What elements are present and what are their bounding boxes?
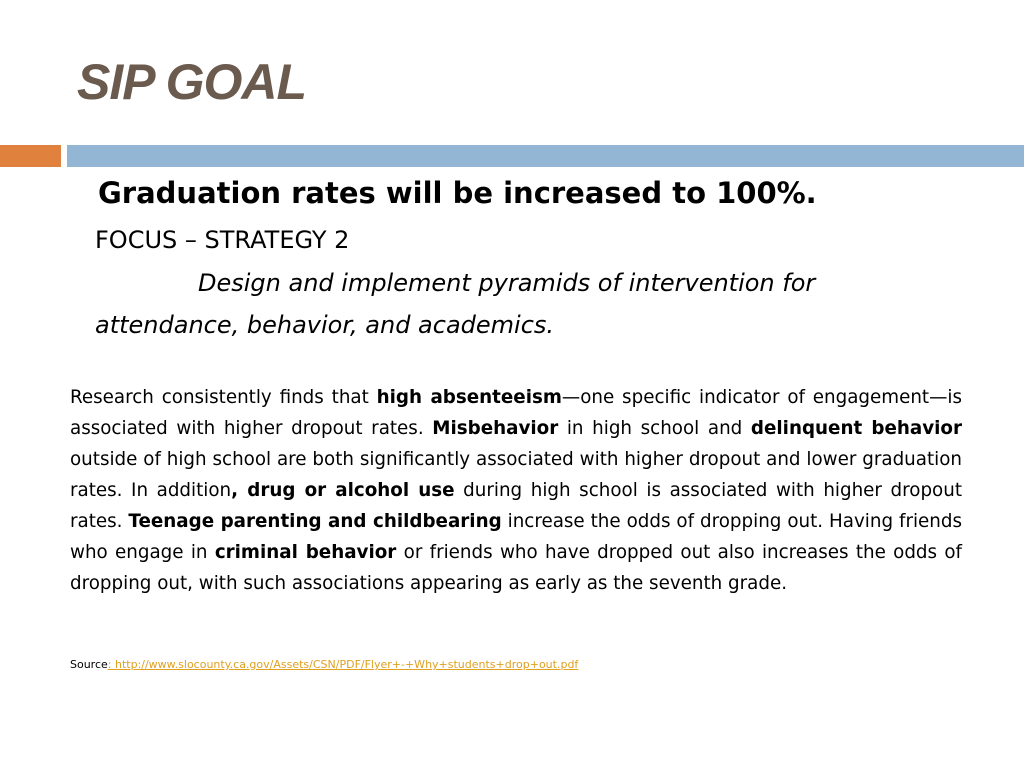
research-text-4: outside of high school are both significantly associated with higher dropout and lower graduation rates. In addition bbox=[70, 449, 962, 501]
strategy-text bbox=[95, 262, 915, 346]
research-text-1: Research consistently finds that bbox=[70, 387, 377, 408]
research-bold-criminal-behavior: criminal behavior bbox=[214, 542, 397, 563]
accent-bar-orange bbox=[0, 145, 61, 167]
strategy-line-2: attendance, behavior, and academics. bbox=[95, 311, 555, 339]
research-text-2: —one specific indicator of engagement—is associated with higher dropout rates. bbox=[70, 387, 962, 439]
research-bold-misbehavior: Misbehavior bbox=[432, 418, 559, 439]
research-text-3: in high school and bbox=[558, 418, 751, 439]
slide-title: SIP GOAL bbox=[77, 54, 307, 110]
research-text-7: or friends who have dropped out also increases the odds of dropping out, with such associations appearing as early as the seventh grade. bbox=[70, 542, 962, 594]
goal-statement: Graduation rates will be increased to 100%. bbox=[98, 176, 817, 210]
research-bold-delinquent-behavior: delinquent behavior bbox=[750, 418, 962, 439]
strategy-line-1: Design and implement pyramids of intervention for bbox=[198, 269, 816, 297]
focus-heading: FOCUS – STRATEGY 2 bbox=[95, 226, 350, 254]
research-bold-high-absenteeism: high absenteeism bbox=[376, 387, 562, 408]
research-text-6: increase the odds of dropping out. Having friends who engage in bbox=[70, 511, 962, 563]
source-citation bbox=[70, 657, 578, 673]
research-bold-drug-alcohol: , drug or alcohol use bbox=[231, 480, 455, 501]
accent-bar-blue bbox=[67, 145, 1024, 167]
research-text-5: during high school is associated with higher dropout rates. bbox=[70, 480, 962, 532]
source-label: Source bbox=[70, 658, 108, 671]
research-paragraph bbox=[70, 382, 962, 599]
research-bold-teenage-parenting: Teenage parenting and childbearing bbox=[128, 511, 502, 532]
source-link[interactable]: : http://www.slocounty.ca.gov/Assets/CSN/PDF/Flyer+-+Why+students+drop+out.pdf bbox=[107, 658, 579, 671]
